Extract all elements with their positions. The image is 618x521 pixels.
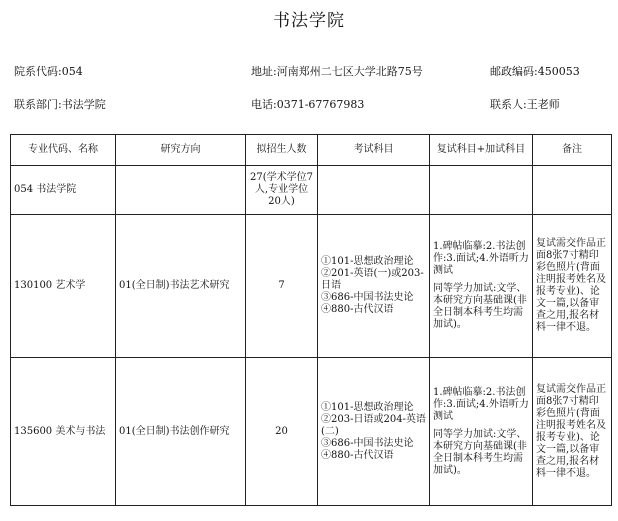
note-cell: 复试需交作品正面8张7寸精印彩色照片(背面注明报考姓名及报考专业)、论文一篇,以备审查之用,报名材料一律不退。: [533, 358, 612, 506]
contact-dept: 联系部门:书法学院: [14, 98, 106, 111]
empty-cell: [116, 166, 246, 215]
dept-code: 院系代码:054: [14, 65, 83, 78]
quota-cell: 20: [246, 358, 318, 506]
header-major: 专业代码、名称: [11, 135, 116, 166]
exam-item: ④880-古代汉语: [321, 304, 394, 315]
empty-cell: [318, 166, 430, 215]
admissions-table: [10, 134, 612, 506]
note-cell: 复试需交作品正面8张7寸精印彩色照片(背面注明报考姓名及报考专业)、论文一篇,以备审查之用,报名材料一律不退。: [533, 215, 612, 358]
exam-item: ③686-中国书法史论: [321, 292, 414, 303]
empty-cell: [430, 166, 533, 215]
college-row: [11, 166, 612, 215]
exam-item: ②203-日语或204-英语(二): [321, 413, 426, 437]
empty-cell: [533, 166, 612, 215]
postcode: 邮政编码:450053: [490, 65, 580, 78]
major-cell: 130100 艺术学: [11, 215, 116, 358]
quota-cell: 7: [246, 215, 318, 358]
page-title: 书法学院: [273, 11, 345, 31]
major-cell: 135600 美术与书法: [11, 358, 116, 506]
table-row: [11, 358, 612, 506]
exam-item: ①101-思想政治理论: [321, 256, 414, 267]
header-note: 备注: [533, 135, 612, 166]
header-exams: 考试科目: [318, 135, 430, 166]
table-row: [11, 215, 612, 358]
college-quota: 27(学术学位7人,专业学位20人): [246, 166, 318, 215]
extra-subjects: 同等学力加试:文学、本研究方向基础课(非全日制本科考生均需加试)。: [433, 428, 527, 476]
college-name: 054 书法学院: [11, 166, 116, 215]
retest-subjects: 1.碑帖临摹:2.书法创作:3.面试;4.外语听力测试: [433, 386, 529, 422]
header-quota: 拟招生人数: [246, 135, 318, 166]
header-retest: 复试科目+加试科目: [430, 135, 533, 166]
contact-person: 联系人:王老师: [490, 98, 560, 111]
exam-item: ④880-古代汉语: [321, 449, 394, 461]
exam-item: ①101-思想政治理论: [321, 401, 414, 413]
retest-cell: [430, 215, 533, 358]
address: 地址:河南郑州二七区大学北路75号: [251, 65, 423, 78]
exam-item: ③686-中国书法史论: [321, 437, 414, 449]
exams-cell: [318, 215, 430, 358]
table-header-row: [11, 135, 612, 166]
direction-cell: 01(全日制)书法创作研究: [116, 358, 246, 506]
header-direction: 研究方向: [116, 135, 246, 166]
phone: 电话:0371-67767983: [251, 98, 365, 111]
retest-cell: [430, 358, 533, 506]
exam-item: ②201-英语(一)或203-日语: [321, 268, 424, 291]
retest-subjects: 1.碑帖临摹:2.书法创作:3.面试;4.外语听力测试: [433, 241, 529, 276]
exams-cell: [318, 358, 430, 506]
extra-subjects: 同等学力加试:文学、本研究方向基础课(非全日制本科考生均需加试)。: [433, 283, 527, 330]
direction-cell: 01(全日制)书法艺术研究: [116, 215, 246, 358]
